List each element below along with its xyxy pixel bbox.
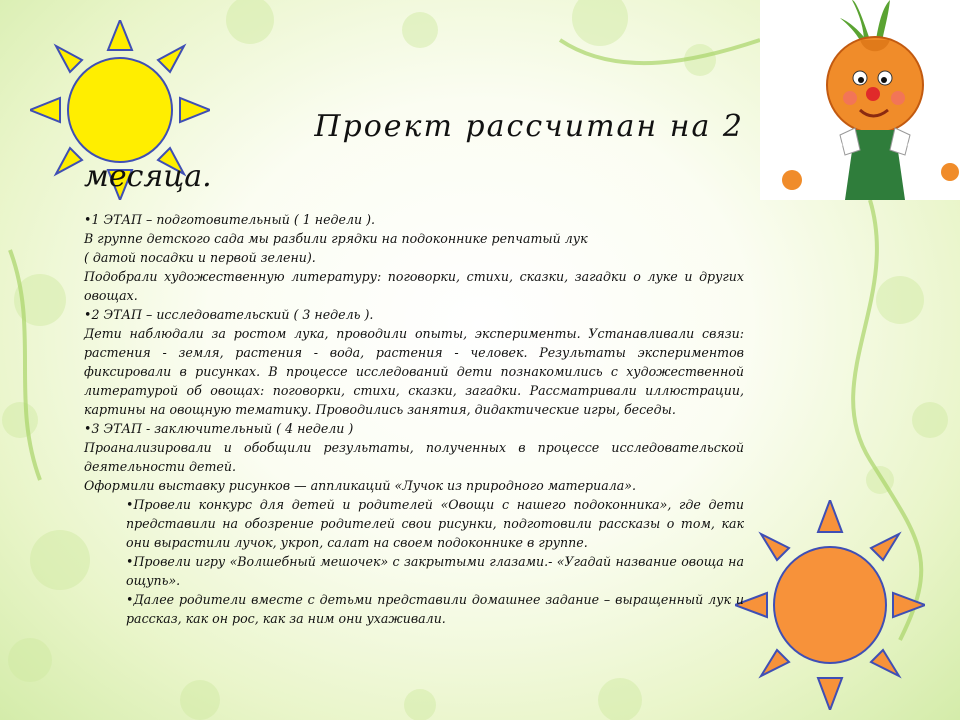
stage-3-heading: • 3 ЭТАП - заключительный ( 4 недели ) — [84, 419, 744, 438]
title-line-2: месяца. — [84, 158, 212, 194]
paragraph: Подобрали художественную литературу: поговорки, стихи, сказки, загадки о луке и других овощах. — [84, 269, 744, 303]
project-description — [84, 210, 744, 628]
sub-item: • Далее родители вместе с детьми представили домашнее задание – выращенный лук и рассказ, как он рос, как за ним они ухаживали. — [84, 590, 744, 628]
sun-bottom-right-icon — [735, 500, 925, 710]
paragraph: ( датой посадки и первой зелени). — [84, 250, 316, 265]
stage-2-heading: • 2 ЭТАП – исследовательский ( 3 недель ). — [84, 305, 744, 324]
sub-item: • Провели игру «Волшебный мешочек» с закрытыми глазами.- «Угадай название овоща на ощупь». — [84, 552, 744, 590]
paragraph: Оформили выставку рисунков — аппликаций «Лучок из природного материала». — [84, 478, 636, 493]
paragraph: В группе детского сада мы разбили грядки на подоконнике репчатый лук — [84, 231, 588, 246]
sub-item: • Провели конкурс для детей и родителей «Овощи с нашего подоконника», где дети представили на обозрение родителей свои рисунки, подготовили рассказы о том, как они вырастили лучок, укроп, салат на своем подоконнике в группе. — [84, 495, 744, 552]
title-line-1: Проект рассчитан на 2 — [314, 109, 744, 144]
paragraph: Дети наблюдали за ростом лука, проводили опыты, эксперименты. Устанавливали связи: растения - земля, растения - вода, растения - человек. Результаты экспериментов фиксировали в рисунках. В процессе исследований дети познакомились с художественной литературой об овощах: поговорки, стихи, сказки, загадки. Рассматривали иллюстрации, картины на овощную тематику. Проводились занятия, дидактические игры, беседы. — [84, 326, 744, 417]
paragraph: Проанализировали и обобщили результаты, полученных в процессе исследовательской деятельности детей. — [84, 440, 744, 474]
onion-character-icon — [760, 0, 960, 200]
page-title — [84, 108, 744, 195]
stage-1-heading: • 1 ЭТАП – подготовительный ( 1 недели ). — [84, 210, 744, 229]
